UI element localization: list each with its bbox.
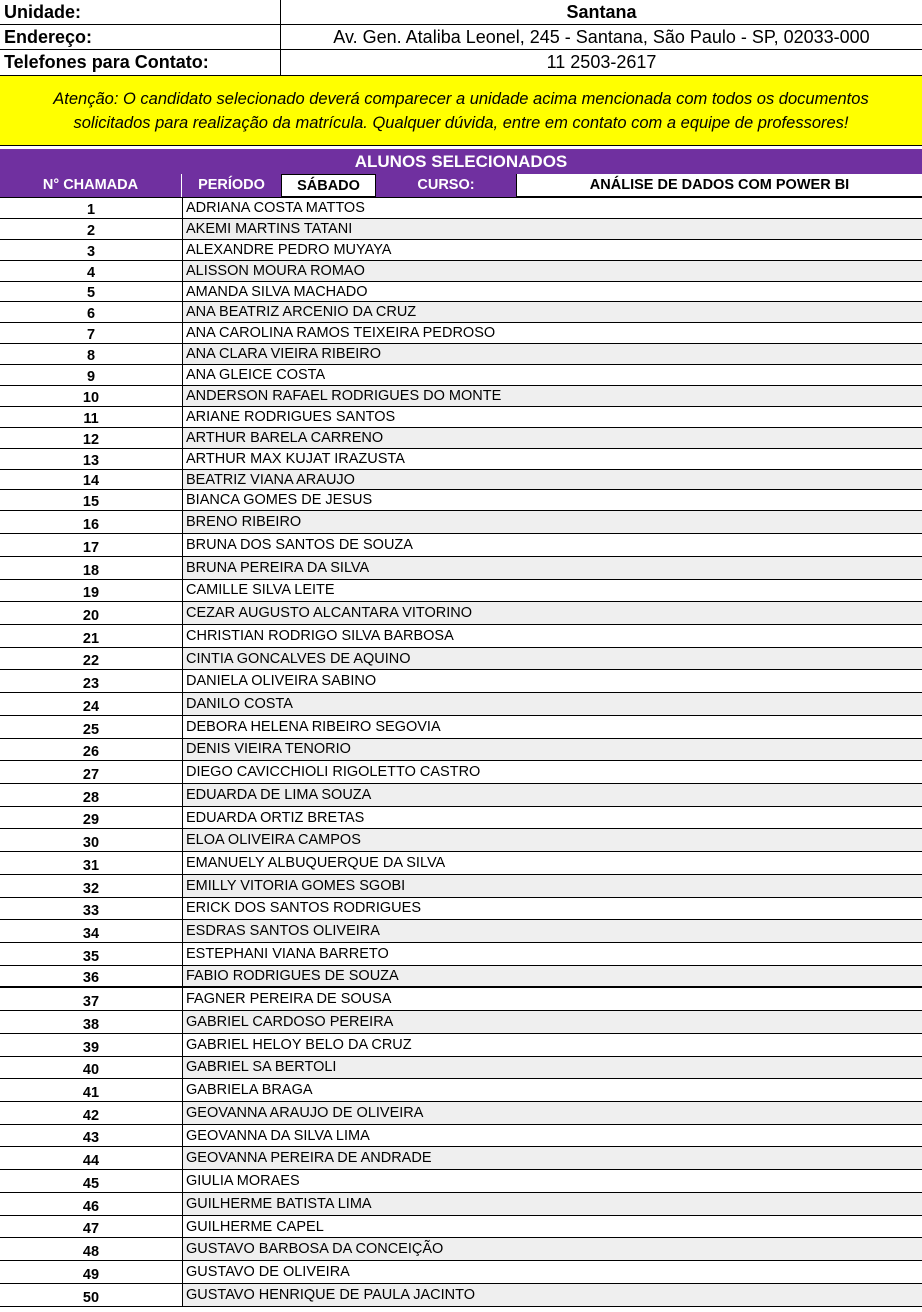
table-row	[0, 829, 922, 852]
call-number: 47	[82, 1221, 100, 1238]
student-name: DEBORA HELENA RIBEIRO SEGOVIA	[182, 716, 922, 738]
table-row	[0, 648, 922, 671]
call-number: 28	[82, 789, 100, 806]
call-number: 31	[82, 857, 100, 874]
student-name: BIANCA GOMES DE JESUS	[182, 490, 922, 510]
table-row	[0, 323, 922, 344]
call-number: 26	[82, 744, 100, 761]
table-row	[0, 943, 922, 966]
table-row	[0, 282, 922, 303]
student-name: ARTHUR BARELA CARRENO	[182, 428, 922, 448]
student-name: GABRIEL CARDOSO PEREIRA	[182, 1011, 922, 1033]
address-value: Av. Gen. Ataliba Leonel, 245 - Santana, São Paulo - SP, 02033-000	[333, 27, 870, 47]
student-name: FABIO RODRIGUES DE SOUZA	[182, 966, 922, 987]
table-row	[0, 219, 922, 240]
call-number: 32	[82, 880, 100, 897]
call-number: 43	[82, 1130, 100, 1147]
student-name: GEOVANNA PEREIRA DE ANDRADE	[182, 1147, 922, 1169]
call-number: 27	[82, 766, 100, 783]
call-number: 38	[82, 1016, 100, 1033]
student-name: GUILHERME CAPEL	[182, 1216, 922, 1238]
call-number: 22	[82, 653, 100, 670]
call-number: 14	[82, 473, 100, 490]
table-row	[0, 1261, 922, 1284]
student-name: BEATRIZ VIANA ARAUJO	[182, 470, 922, 490]
table-title: ALUNOS SELECIONADOS	[0, 149, 922, 174]
table-row	[0, 670, 922, 693]
call-number: 37	[82, 994, 100, 1011]
table-row	[0, 920, 922, 943]
period-label: PERÍODO	[182, 174, 281, 197]
call-number: 49	[82, 1266, 100, 1283]
notice-banner	[0, 75, 922, 146]
notice-line-2: solicitados para realização da matrícula. Qualquer dúvida, entre em contato com a equipe de professores!	[73, 114, 849, 132]
call-number: 50	[82, 1289, 100, 1306]
call-number: 25	[82, 721, 100, 738]
call-number: 48	[82, 1244, 100, 1261]
table-row	[0, 302, 922, 323]
table-header	[0, 174, 922, 197]
student-name: BRUNA DOS SANTOS DE SOUZA	[182, 534, 922, 556]
student-name: DENIS VIEIRA TENORIO	[182, 739, 922, 761]
table-row	[0, 1193, 922, 1216]
table-row	[0, 1057, 922, 1080]
table-row	[0, 449, 922, 470]
table-row	[0, 875, 922, 898]
student-name: ANDERSON RAFAEL RODRIGUES DO MONTE	[182, 386, 922, 406]
table-row	[0, 407, 922, 428]
student-name: BRENO RIBEIRO	[182, 511, 922, 533]
table-row	[0, 716, 922, 739]
student-name: DANILO COSTA	[182, 693, 922, 715]
student-name: GUSTAVO BARBOSA DA CONCEIÇÃO	[182, 1238, 922, 1260]
table-row	[0, 1011, 922, 1034]
call-number: 9	[86, 369, 96, 386]
call-number: 5	[86, 285, 96, 302]
call-number: 15	[82, 494, 100, 511]
student-name: ALEXANDRE PEDRO MUYAYA	[182, 240, 922, 260]
student-name: EDUARDA ORTIZ BRETAS	[182, 807, 922, 829]
call-number: 46	[82, 1198, 100, 1215]
call-number: 39	[82, 1039, 100, 1056]
table-row	[0, 602, 922, 625]
call-number: 6	[86, 306, 96, 323]
student-name: ESTEPHANI VIANA BARRETO	[182, 943, 922, 965]
student-name: GEOVANNA ARAUJO DE OLIVEIRA	[182, 1102, 922, 1124]
student-name: ANA CAROLINA RAMOS TEIXEIRA PEDROSO	[182, 323, 922, 343]
student-name: CINTIA GONCALVES DE AQUINO	[182, 648, 922, 670]
address-label: Endereço:	[0, 25, 281, 49]
student-name: ELOA OLIVEIRA CAMPOS	[182, 829, 922, 851]
call-number: 20	[82, 607, 100, 624]
notice-line-1: Atenção: O candidato selecionado deverá comparecer a unidade acima mencionada com todos os documentos	[53, 90, 869, 108]
student-name: EMILLY VITORIA GOMES SGOBI	[182, 875, 922, 897]
table-row	[0, 784, 922, 807]
student-name: EDUARDA DE LIMA SOUZA	[182, 784, 922, 806]
call-number: 2	[86, 222, 96, 239]
table-row	[0, 966, 922, 989]
student-name: GUILHERME BATISTA LIMA	[182, 1193, 922, 1215]
call-number: 24	[82, 698, 100, 715]
phone-row	[0, 50, 922, 75]
table-row	[0, 580, 922, 603]
table-row	[0, 1170, 922, 1193]
table-row	[0, 534, 922, 557]
student-name: AMANDA SILVA MACHADO	[182, 282, 922, 302]
table-row	[0, 898, 922, 921]
table-row	[0, 1034, 922, 1057]
table-row	[0, 557, 922, 580]
student-name: GUSTAVO DE OLIVEIRA	[182, 1261, 922, 1283]
call-number: 30	[82, 835, 100, 852]
call-number: 29	[82, 812, 100, 829]
student-name: ANA BEATRIZ ARCENIO DA CRUZ	[182, 302, 922, 322]
student-name: GABRIEL HELOY BELO DA CRUZ	[182, 1034, 922, 1056]
call-number: 36	[82, 970, 100, 987]
student-name: ARIANE RODRIGUES SANTOS	[182, 407, 922, 427]
column-number-header: N° CHAMADA	[0, 174, 182, 197]
table-row	[0, 1238, 922, 1261]
student-name: ANA CLARA VIEIRA RIBEIRO	[182, 344, 922, 364]
call-number: 4	[86, 264, 96, 281]
call-number: 10	[82, 389, 100, 406]
student-name: ESDRAS SANTOS OLIVEIRA	[182, 920, 922, 942]
call-number: 13	[82, 452, 100, 469]
student-name: GABRIEL SA BERTOLI	[182, 1057, 922, 1079]
call-number: 21	[82, 630, 100, 647]
course-value: ANÁLISE DE DADOS COM POWER BI	[516, 174, 922, 197]
call-number: 16	[82, 517, 100, 534]
student-name: GUSTAVO HENRIQUE DE PAULA JACINTO	[182, 1284, 922, 1306]
call-number: 34	[82, 926, 100, 943]
student-list	[0, 197, 922, 1307]
table-row	[0, 198, 922, 219]
student-name: DIEGO CAVICCHIOLI RIGOLETTO CASTRO	[182, 761, 922, 783]
call-number: 23	[82, 676, 100, 693]
table-row	[0, 988, 922, 1011]
table-row	[0, 625, 922, 648]
table-row	[0, 365, 922, 386]
table-row	[0, 470, 922, 491]
address-row	[0, 25, 922, 50]
call-number: 35	[82, 948, 100, 965]
student-name: ANA GLEICE COSTA	[182, 365, 922, 385]
table-row	[0, 428, 922, 449]
call-number: 18	[82, 562, 100, 579]
phone-value: 11 2503-2617	[546, 52, 657, 72]
call-number: 3	[86, 243, 96, 260]
table-row	[0, 1284, 922, 1307]
student-name: GIULIA MORAES	[182, 1170, 922, 1192]
call-number: 41	[82, 1085, 100, 1102]
unit-row	[0, 0, 922, 25]
table-row	[0, 490, 922, 511]
table-row	[0, 1102, 922, 1125]
call-number: 12	[82, 431, 100, 448]
period-value: SÁBADO	[281, 174, 376, 197]
table-row	[0, 1125, 922, 1148]
student-name: DANIELA OLIVEIRA SABINO	[182, 670, 922, 692]
table-row	[0, 1147, 922, 1170]
table-row	[0, 344, 922, 365]
unit-label: Unidade:	[0, 0, 281, 24]
table-row	[0, 761, 922, 784]
table-row	[0, 1079, 922, 1102]
student-name: ALISSON MOURA ROMAO	[182, 261, 922, 281]
table-row	[0, 1216, 922, 1239]
call-number: 7	[86, 327, 96, 344]
student-name: ADRIANA COSTA MATTOS	[182, 198, 922, 218]
phone-label: Telefones para Contato:	[0, 50, 281, 75]
call-number: 44	[82, 1153, 100, 1170]
call-number: 45	[82, 1175, 100, 1192]
call-number: 11	[83, 410, 99, 427]
student-name: GEOVANNA DA SILVA LIMA	[182, 1125, 922, 1147]
course-label: CURSO:	[376, 174, 516, 197]
call-number: 40	[82, 1062, 100, 1079]
table-row	[0, 511, 922, 534]
call-number: 1	[86, 201, 96, 218]
student-name: CAMILLE SILVA LEITE	[182, 580, 922, 602]
call-number: 19	[82, 585, 100, 602]
table-row	[0, 807, 922, 830]
student-name: CEZAR AUGUSTO ALCANTARA VITORINO	[182, 602, 922, 624]
student-name: ARTHUR MAX KUJAT IRAZUSTA	[182, 449, 922, 469]
call-number: 17	[82, 539, 100, 556]
table-row	[0, 739, 922, 762]
student-name: FAGNER PEREIRA DE SOUSA	[182, 988, 922, 1010]
student-name: CHRISTIAN RODRIGO SILVA BARBOSA	[182, 625, 922, 647]
call-number: 42	[82, 1107, 100, 1124]
call-number: 8	[86, 348, 96, 365]
student-name: EMANUELY ALBUQUERQUE DA SILVA	[182, 852, 922, 874]
table-row	[0, 240, 922, 261]
call-number: 33	[82, 903, 100, 920]
student-name: AKEMI MARTINS TATANI	[182, 219, 922, 239]
table-row	[0, 852, 922, 875]
student-name: GABRIELA BRAGA	[182, 1079, 922, 1101]
student-name: BRUNA PEREIRA DA SILVA	[182, 557, 922, 579]
table-row	[0, 261, 922, 282]
unit-value: Santana	[566, 2, 637, 22]
table-row	[0, 386, 922, 407]
student-name: ERICK DOS SANTOS RODRIGUES	[182, 898, 922, 920]
table-row	[0, 693, 922, 716]
